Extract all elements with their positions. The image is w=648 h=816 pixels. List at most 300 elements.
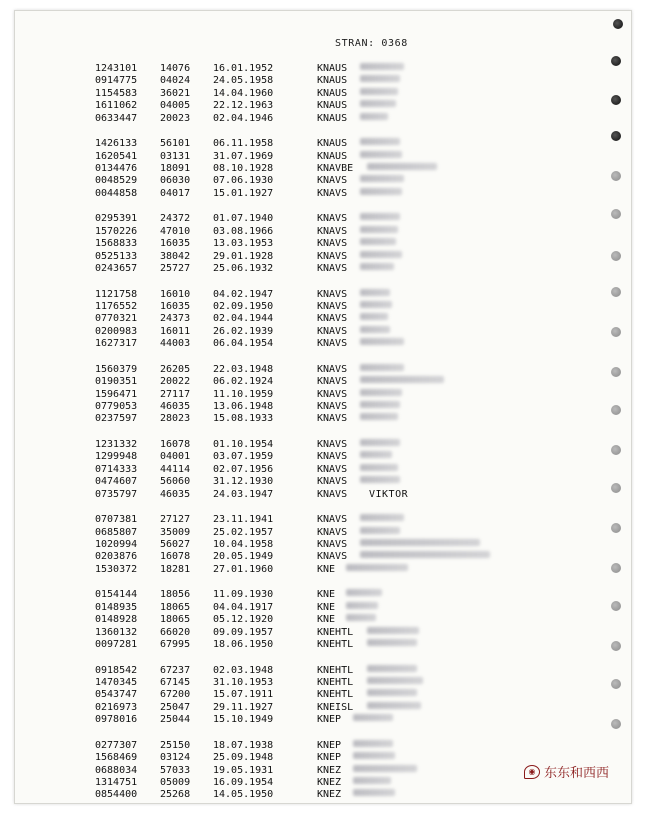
record-code: 27117	[160, 388, 191, 400]
record-date: 06.11.1958	[213, 138, 274, 150]
record-date: 29.01.1928	[213, 250, 274, 262]
record-row	[15, 151, 575, 163]
record-surname: KNAVS	[317, 539, 348, 550]
record-code: 25727	[160, 263, 191, 274]
record-id: 1568469	[95, 752, 138, 764]
record-code: 44114	[160, 463, 191, 475]
record-id: 1360132	[95, 626, 138, 638]
record-id: 1299948	[95, 451, 138, 463]
record-date: 02.09.1950	[213, 301, 274, 312]
record-code: 16035	[160, 301, 191, 312]
record-code: 24372	[160, 213, 191, 225]
record-id: 0714333	[95, 463, 138, 475]
record-surname: KNAUS	[317, 100, 348, 112]
record-date: 23.11.1941	[213, 514, 274, 526]
record-date: 18.07.1938	[213, 739, 274, 751]
record-date: 04.04.1917	[213, 601, 274, 613]
redacted-given-name	[360, 439, 400, 446]
redacted-given-name	[346, 589, 382, 596]
record-date: 27.01.1960	[213, 563, 274, 575]
record-id: 1620541	[95, 150, 138, 162]
record-code: 20023	[160, 112, 191, 124]
redacted-given-name	[360, 539, 480, 546]
record-date: 11.09.1930	[213, 589, 274, 601]
redacted-given-name	[353, 740, 393, 747]
record-surname: KNEHTL	[317, 626, 354, 638]
record-row	[15, 564, 575, 576]
record-row	[15, 464, 575, 476]
record-row	[15, 714, 575, 726]
record-date: 15.01.1927	[213, 187, 274, 199]
redacted-given-name	[360, 138, 400, 145]
record-id: 0914775	[95, 75, 138, 87]
record-row	[15, 338, 575, 350]
record-surname: KNAVBE	[317, 163, 354, 174]
record-surname: KNAUS	[317, 87, 348, 99]
record-row	[15, 740, 575, 752]
record-row	[15, 226, 575, 238]
record-id: 0277307	[95, 739, 138, 751]
record-date: 18.06.1950	[213, 639, 274, 650]
record-date: 25.06.1932	[213, 263, 274, 274]
record-date: 09.09.1957	[213, 626, 274, 638]
record-date: 26.02.1939	[213, 325, 274, 337]
record-surname: KNAVS	[317, 263, 348, 274]
record-date: 11.10.1959	[213, 388, 274, 400]
record-date: 10.04.1958	[213, 539, 274, 550]
record-id: 1627317	[95, 338, 138, 350]
record-id: 0978016	[95, 714, 138, 726]
record-code: 67200	[160, 689, 191, 701]
redacted-given-name	[346, 614, 376, 621]
record-row	[15, 113, 575, 125]
record-row	[15, 389, 575, 401]
redacted-given-name	[360, 326, 390, 333]
redacted-given-name	[360, 263, 394, 270]
record-id: 1611062	[95, 100, 138, 112]
record-date: 05.12.1920	[213, 614, 274, 626]
redacted-given-name	[367, 677, 423, 684]
record-row	[15, 627, 575, 639]
record-date: 25.09.1948	[213, 752, 274, 764]
record-surname: KNAUS	[317, 112, 348, 124]
record-surname: KNE	[317, 589, 336, 601]
record-surname: KNAVS	[317, 313, 348, 325]
record-id: 0044858	[95, 187, 138, 199]
record-id: 1243101	[95, 63, 138, 74]
record-date: 29.11.1927	[213, 701, 274, 713]
record-id: 1176552	[95, 301, 138, 312]
record-code: 47010	[160, 225, 191, 237]
record-code: 36021	[160, 87, 191, 99]
record-row	[15, 614, 575, 626]
record-surname: KNAVS	[317, 401, 348, 412]
record-id: 0203876	[95, 551, 138, 563]
record-surname: KNAVS	[317, 175, 348, 187]
record-id: 1570226	[95, 225, 138, 237]
record-row	[15, 476, 575, 488]
record-surname: KNEHTL	[317, 664, 354, 676]
record-code: 04017	[160, 187, 191, 199]
redacted-given-name	[367, 639, 417, 646]
redacted-given-name	[367, 627, 419, 634]
record-row	[15, 689, 575, 701]
record-row	[15, 413, 575, 425]
record-id: 1154583	[95, 87, 138, 99]
record-row	[15, 175, 575, 187]
chat-bubble-icon: ◉	[524, 765, 540, 779]
record-date: 13.06.1948	[213, 401, 274, 412]
record-row	[15, 75, 575, 87]
record-row	[15, 376, 575, 388]
record-code: 27127	[160, 514, 191, 526]
watermark-text: 东东和西西	[543, 766, 609, 781]
record-id: 0154144	[95, 589, 138, 601]
record-surname: KNEZ	[317, 789, 342, 801]
record-code: 18281	[160, 563, 191, 575]
record-id: 1121758	[95, 288, 138, 300]
record-code: 25047	[160, 701, 191, 713]
record-row	[15, 702, 575, 714]
record-row	[15, 401, 575, 413]
record-surname: KNAVS	[317, 476, 348, 488]
record-code: 14076	[160, 63, 191, 74]
redacted-given-name	[360, 464, 398, 471]
record-surname: KNAUS	[317, 63, 348, 74]
record-surname: KNAVS	[317, 413, 348, 425]
record-code: 03124	[160, 752, 191, 764]
record-surname: KNAVS	[317, 376, 348, 388]
record-date: 14.05.1950	[213, 789, 274, 801]
record-date: 02.03.1948	[213, 664, 274, 676]
redacted-given-name	[346, 564, 408, 571]
record-row	[15, 251, 575, 263]
record-id: 0097281	[95, 639, 138, 650]
record-date: 15.10.1949	[213, 714, 274, 726]
redacted-given-name	[360, 175, 404, 182]
redacted-given-name	[353, 789, 395, 796]
record-code: 67995	[160, 639, 191, 650]
redacted-given-name	[360, 151, 402, 158]
record-date: 02.04.1946	[213, 112, 274, 124]
record-date: 31.12.1930	[213, 476, 274, 488]
record-code: 66020	[160, 626, 191, 638]
record-row	[15, 100, 575, 112]
record-row	[15, 777, 575, 789]
record-date: 25.02.1957	[213, 526, 274, 538]
redacted-given-name	[360, 527, 400, 534]
record-surname: KNAVS	[317, 187, 348, 199]
record-id: 1020994	[95, 539, 138, 550]
record-date: 14.04.1960	[213, 87, 274, 99]
record-code: 24373	[160, 313, 191, 325]
record-id: 1568833	[95, 238, 138, 250]
record-id: 0048529	[95, 175, 138, 187]
record-date: 22.12.1963	[213, 100, 274, 112]
redacted-given-name	[360, 376, 444, 383]
record-date: 08.10.1928	[213, 163, 274, 174]
record-code: 25268	[160, 789, 191, 801]
record-date: 20.05.1949	[213, 551, 274, 563]
record-row	[15, 551, 575, 563]
record-id: 0735797	[95, 488, 138, 500]
record-id: 0148928	[95, 614, 138, 626]
record-id: 0134476	[95, 163, 138, 174]
record-row	[15, 163, 575, 175]
record-surname: KNEHTL	[317, 677, 354, 688]
redacted-given-name	[367, 689, 417, 696]
record-surname: KNAVS	[317, 388, 348, 400]
record-row	[15, 514, 575, 526]
record-date: 31.10.1953	[213, 677, 274, 688]
record-surname: KNAVS	[317, 325, 348, 337]
watermark	[524, 762, 609, 781]
record-id: 0190351	[95, 376, 138, 388]
record-surname: KNAVS	[317, 225, 348, 237]
record-surname: KNE	[317, 601, 336, 613]
record-code: 38042	[160, 250, 191, 262]
record-given-name: VIKTOR	[369, 488, 409, 500]
record-date: 15.08.1933	[213, 413, 274, 425]
record-code: 06030	[160, 175, 191, 187]
redacted-given-name	[360, 75, 400, 82]
record-code: 26205	[160, 363, 191, 375]
record-row	[15, 88, 575, 100]
redacted-given-name	[360, 413, 398, 420]
redacted-given-name	[353, 714, 393, 721]
record-id: 1314751	[95, 777, 138, 788]
record-row	[15, 301, 575, 313]
redacted-given-name	[360, 451, 392, 458]
record-code: 03131	[160, 150, 191, 162]
record-surname: KNAVS	[317, 338, 348, 350]
redacted-given-name	[360, 313, 388, 320]
record-row	[15, 63, 575, 75]
record-row	[15, 665, 575, 677]
record-code: 56060	[160, 476, 191, 488]
record-date: 16.09.1954	[213, 777, 274, 788]
record-date: 03.08.1966	[213, 225, 274, 237]
record-row	[15, 539, 575, 551]
record-date: 01.10.1954	[213, 439, 274, 450]
record-surname: KNAVS	[317, 463, 348, 475]
record-id: 1231332	[95, 439, 138, 450]
redacted-given-name	[360, 251, 402, 258]
record-row	[15, 289, 575, 301]
redacted-given-name	[360, 238, 396, 245]
record-row	[15, 238, 575, 250]
record-date: 16.01.1952	[213, 63, 274, 74]
record-surname: KNAUS	[317, 150, 348, 162]
redacted-given-name	[367, 163, 437, 170]
record-row	[15, 602, 575, 614]
record-row	[15, 527, 575, 539]
record-code: 18065	[160, 614, 191, 626]
redacted-given-name	[360, 476, 400, 483]
record-code: 16011	[160, 325, 191, 337]
record-code: 67237	[160, 664, 191, 676]
redacted-given-name	[360, 514, 404, 521]
record-id: 1560379	[95, 363, 138, 375]
record-code: 18091	[160, 163, 191, 174]
record-surname: KNAVS	[317, 250, 348, 262]
record-row	[15, 789, 575, 801]
record-code: 04005	[160, 100, 191, 112]
record-date: 04.02.1947	[213, 288, 274, 300]
record-row	[15, 451, 575, 463]
record-surname: KNEP	[317, 739, 342, 751]
record-id: 0688034	[95, 764, 138, 776]
record-row	[15, 213, 575, 225]
record-id: 0148935	[95, 601, 138, 613]
record-id: 0633447	[95, 112, 138, 124]
record-id: 0474607	[95, 476, 138, 488]
record-code: 25044	[160, 714, 191, 726]
record-surname: KNAVS	[317, 551, 348, 563]
record-id: 1530372	[95, 563, 138, 575]
record-id: 0237597	[95, 413, 138, 425]
record-row	[15, 364, 575, 376]
record-date: 03.07.1959	[213, 451, 274, 463]
record-list	[15, 11, 631, 803]
record-row	[15, 752, 575, 764]
redacted-given-name	[346, 602, 378, 609]
record-code: 18065	[160, 601, 191, 613]
redacted-given-name	[360, 88, 398, 95]
record-date: 22.03.1948	[213, 363, 274, 375]
record-code: 67145	[160, 677, 191, 688]
record-code: 04024	[160, 75, 191, 87]
record-code: 16035	[160, 238, 191, 250]
redacted-given-name	[360, 364, 404, 371]
record-id: 0525133	[95, 250, 138, 262]
record-id: 0543747	[95, 689, 138, 701]
redacted-given-name	[360, 213, 400, 220]
record-row	[15, 677, 575, 689]
record-surname: KNEP	[317, 752, 342, 764]
record-surname: KNEZ	[317, 764, 342, 776]
record-surname: KNAVS	[317, 238, 348, 250]
record-id: 1426133	[95, 138, 138, 150]
record-code: 05009	[160, 777, 191, 788]
record-surname: KNEISL	[317, 701, 354, 713]
record-id: 0243657	[95, 263, 138, 274]
redacted-given-name	[360, 301, 392, 308]
record-row	[15, 326, 575, 338]
record-id: 1596471	[95, 388, 138, 400]
record-code: 35009	[160, 526, 191, 538]
record-code: 44003	[160, 338, 191, 350]
record-surname: KNEP	[317, 714, 342, 726]
redacted-given-name	[360, 226, 398, 233]
record-code: 16078	[160, 551, 191, 563]
record-surname: KNEZ	[317, 777, 342, 788]
record-date: 31.07.1969	[213, 150, 274, 162]
record-date: 07.06.1930	[213, 175, 274, 187]
record-code: 18056	[160, 589, 191, 601]
redacted-given-name	[367, 702, 421, 709]
record-row	[15, 263, 575, 275]
record-code: 46035	[160, 488, 191, 500]
record-code: 16010	[160, 288, 191, 300]
record-id: 0685807	[95, 526, 138, 538]
printout-page	[14, 10, 632, 804]
redacted-given-name	[360, 389, 402, 396]
record-date: 24.03.1947	[213, 488, 274, 500]
record-id: 0707381	[95, 514, 138, 526]
redacted-given-name	[360, 188, 402, 195]
record-code: 25150	[160, 739, 191, 751]
record-surname: KNAUS	[317, 75, 348, 87]
record-surname: KNAVS	[317, 363, 348, 375]
record-date: 13.03.1953	[213, 238, 274, 250]
record-code: 56027	[160, 539, 191, 550]
redacted-given-name	[353, 752, 395, 759]
record-date: 06.02.1924	[213, 376, 274, 388]
record-surname: KNE	[317, 614, 336, 626]
record-code: 04001	[160, 451, 191, 463]
record-code: 20022	[160, 376, 191, 388]
record-date: 02.04.1944	[213, 313, 274, 325]
redacted-given-name	[360, 113, 388, 120]
record-surname: KNEHTL	[317, 689, 354, 701]
record-id: 0770321	[95, 313, 138, 325]
record-surname: KNAVS	[317, 514, 348, 526]
record-row	[15, 188, 575, 200]
record-row	[15, 313, 575, 325]
record-id: 0200983	[95, 325, 138, 337]
record-id: 0216973	[95, 701, 138, 713]
record-row	[15, 765, 575, 777]
record-code: 28023	[160, 413, 191, 425]
record-surname: KNAVS	[317, 526, 348, 538]
redacted-given-name	[353, 765, 417, 772]
record-id: 0779053	[95, 401, 138, 412]
record-surname: KNAVS	[317, 451, 348, 463]
record-id: 0918542	[95, 664, 138, 676]
record-row	[15, 639, 575, 651]
record-date: 19.05.1931	[213, 764, 274, 776]
record-code: 56101	[160, 138, 191, 150]
redacted-given-name	[360, 401, 400, 408]
record-surname: KNEHTL	[317, 639, 354, 650]
redacted-given-name	[360, 551, 490, 558]
redacted-given-name	[367, 665, 417, 672]
record-surname: KNE	[317, 563, 336, 575]
record-code: 57033	[160, 764, 191, 776]
record-id: 0295391	[95, 213, 138, 225]
record-code: 16078	[160, 439, 191, 450]
record-row	[15, 138, 575, 150]
record-date: 15.07.1911	[213, 689, 274, 701]
record-date: 24.05.1958	[213, 75, 274, 87]
record-row	[15, 589, 575, 601]
record-surname: KNAVS	[317, 439, 348, 450]
redacted-given-name	[360, 100, 396, 107]
redacted-given-name	[360, 338, 404, 345]
record-date: 02.07.1956	[213, 463, 274, 475]
record-row	[15, 439, 575, 451]
page-label: STRAN: 0368	[335, 38, 408, 49]
record-date: 01.07.1940	[213, 213, 274, 225]
record-date: 06.04.1954	[213, 338, 274, 350]
redacted-given-name	[353, 777, 391, 784]
redacted-given-name	[360, 63, 404, 70]
record-surname: KNAVS	[317, 213, 348, 225]
record-id: 1470345	[95, 677, 138, 688]
record-code: 46035	[160, 401, 191, 412]
record-surname: KNAVS	[317, 488, 348, 500]
